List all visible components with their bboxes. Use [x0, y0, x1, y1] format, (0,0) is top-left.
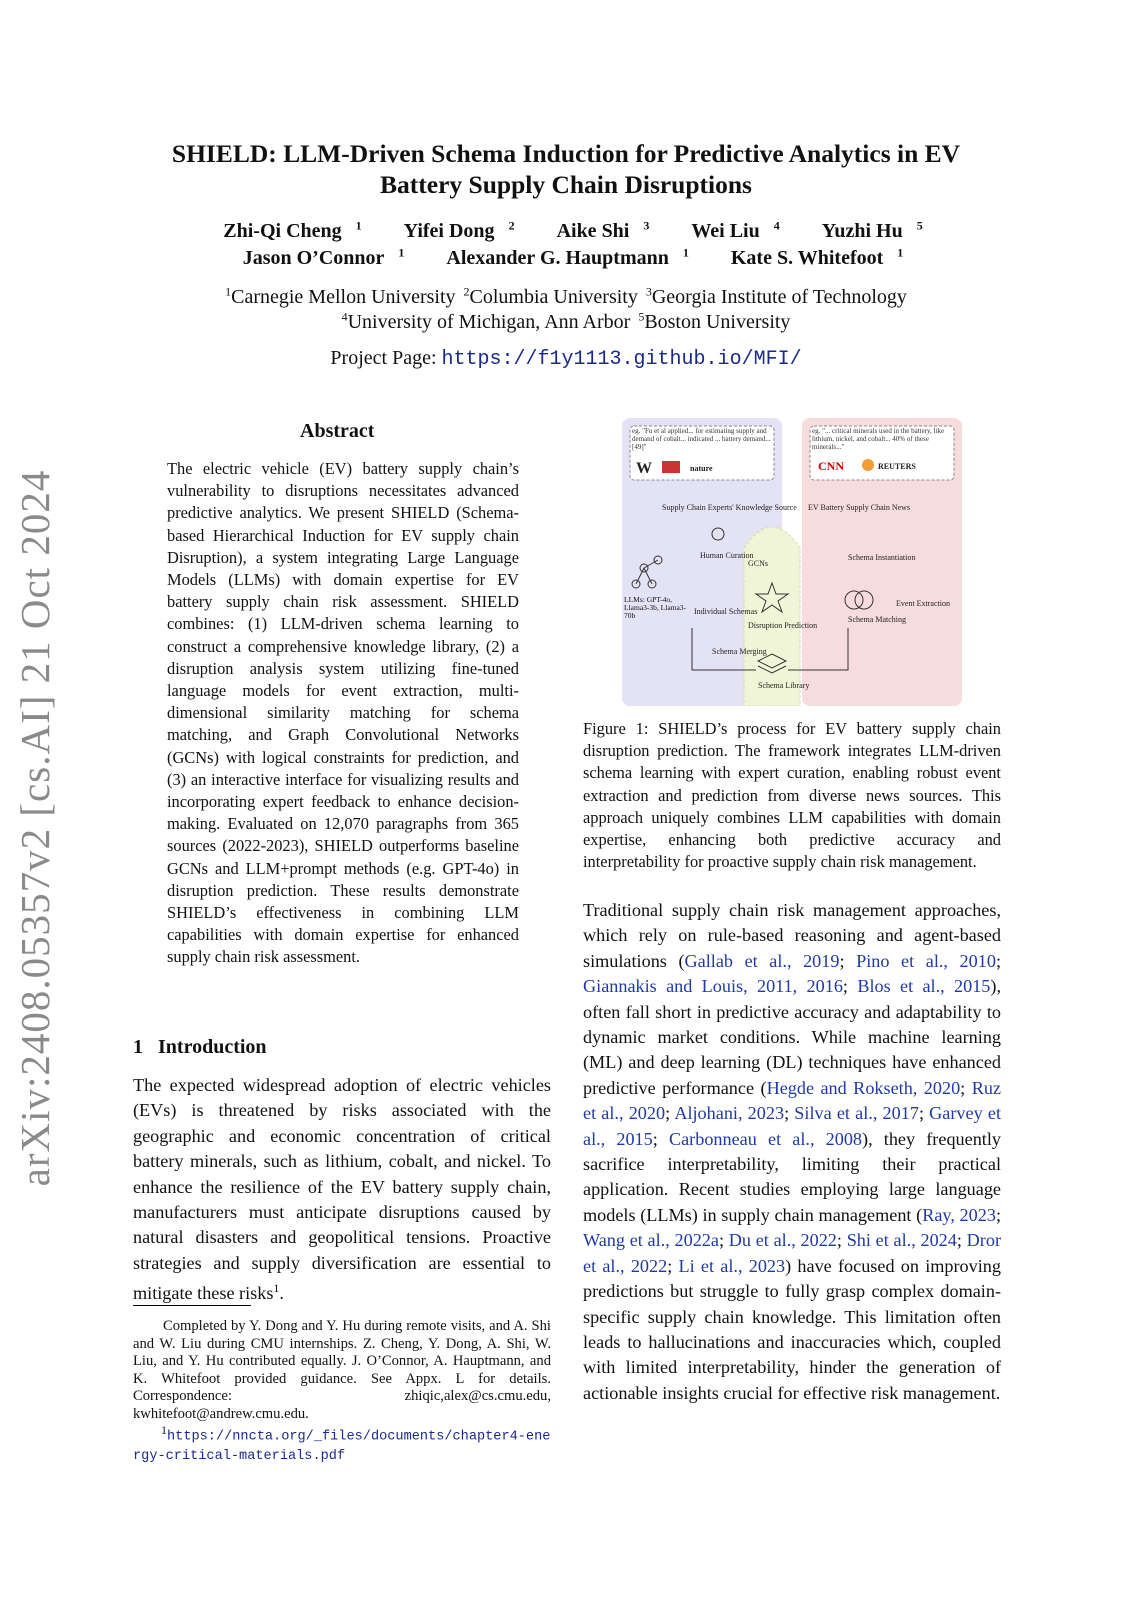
paragraph-text: ; — [995, 950, 1001, 971]
author-name: Zhi-Qi Cheng — [223, 219, 342, 242]
paragraph-text: ; — [842, 976, 858, 997]
citation-link[interactable]: Blos et al., 2015 — [857, 976, 991, 997]
gcns-label: GCNs — [748, 559, 769, 568]
figure-1-diagram — [622, 418, 962, 706]
paragraph-text: Traditional supply chain risk management approaches, which rely on rule-based reasoning and agent-based simulations ( — [583, 900, 1001, 971]
citation-link[interactable]: Du et al., 2022 — [728, 1230, 837, 1251]
left-quote: eg. "Fu et al applied... for estimating supply and demand of cobalt... indicated ... battery demand...[49]" — [632, 427, 771, 451]
intro-text: The expected widespread adoption of electric vehicles (EVs) is threatened by risks associated with the geographic and economic concentration of critical battery minerals, such as lithium, cobalt, and nickel. To enhance the resilience of the EV battery supply chain, manufacturers must anticipate disruptions caused by natural disasters and geopolitical tensions. Proactive strategies and supply diversification are essential to mitigate these risks — [133, 1075, 551, 1304]
disruption-prediction-label: Disruption Prediction — [748, 621, 818, 630]
right-quote: eg. "... critical minerals used in the battery, like lithium, nickel, and cobalt... 40% of these minerals..." — [812, 427, 945, 451]
project-page-link[interactable]: https://f1y1113.github.io/MFI/ — [441, 348, 802, 371]
nature-logo: nature — [690, 464, 713, 473]
affiliation-name: Carnegie Mellon University — [231, 285, 456, 308]
wikipedia-logo: W — [636, 460, 652, 477]
authors-line-2 — [130, 245, 1002, 270]
paragraph-text: ; — [667, 1255, 679, 1276]
author-name: Jason O’Connor — [242, 246, 385, 269]
affiliation-sup: 3 — [645, 284, 652, 298]
author-0 — [229, 247, 405, 269]
author-0 — [209, 220, 361, 242]
author-name: Yuzhi Hu — [821, 219, 903, 242]
llms-label: LLMs: GPT-4o, Llama3-3b, Llama3-70b — [624, 596, 687, 620]
author-4 — [808, 220, 923, 242]
paragraph-text: ; — [918, 1103, 930, 1124]
affiliation-1 — [638, 311, 790, 333]
experts-label: Supply Chain Experts' Knowledge Source — [662, 503, 797, 512]
footnote-rule — [133, 1305, 251, 1306]
project-page-label: Project Page: — [330, 347, 442, 369]
paragraph-text: ), they frequently sacrifice interpretability, limiting their practical application. Recent studies employing large language models (LLMs) in supply chain management ( — [583, 1128, 1001, 1225]
citation-link[interactable]: Giannakis and Louis, 2011, 2016 — [583, 976, 843, 997]
author-sup: 1 — [682, 245, 689, 259]
affiliation-name: Columbia University — [469, 285, 638, 308]
section-number: 1 — [133, 1036, 143, 1058]
author-name: Aike Shi — [556, 219, 630, 242]
reuters-logo-mark — [862, 459, 874, 471]
author-sup: 5 — [916, 218, 923, 232]
paragraph-text: ; — [784, 1103, 795, 1124]
section-heading — [133, 1036, 267, 1059]
citation-link[interactable]: Garvey et al., 2015 — [583, 1103, 1001, 1149]
affiliation-name: Boston University — [644, 310, 791, 333]
author-name: Wei Liu — [691, 219, 760, 242]
author-2 — [543, 220, 650, 242]
cnn-logo: CNN — [818, 459, 844, 473]
affiliation-sup: 1 — [225, 284, 232, 298]
paper-title: SHIELD: LLM-Driven Schema Induction for Predictive Analytics in EV Battery Supply Chain Disruptions — [171, 139, 961, 199]
event-extraction-label: Event Extraction — [896, 599, 950, 608]
footnote-mark[interactable]: 1 — [273, 1281, 280, 1296]
paragraph-text: ; — [718, 1230, 729, 1251]
news-label: EV Battery Supply Chain News — [808, 503, 911, 512]
citation-link[interactable]: Silva et al., 2017 — [794, 1103, 919, 1124]
author-sup: 3 — [643, 218, 650, 232]
author-2 — [717, 247, 903, 269]
citation-link[interactable]: Gallab et al., 2019 — [684, 950, 840, 971]
affiliation-0 — [225, 286, 455, 308]
section-title: Introduction — [158, 1036, 267, 1058]
schema-library-label: Schema Library — [758, 681, 810, 690]
paragraph-text: ; — [652, 1128, 669, 1149]
affiliations-line-2 — [130, 309, 1002, 334]
arxiv-sidebar-id: arXiv:2408.05357v2 [cs.AI] 21 Oct 2024 — [12, 469, 58, 1187]
abstract-text: The electric vehicle (EV) battery supply chain’s vulnerability to disruptions necessitates advanced predictive analytics. We present SHIELD (Schema-based Hierarchical Induction for EV supply chain Disruption), a system integrating Large Language Models (LLMs) with domain expertise for EV battery supply chain risk assessment. SHIELD combines: (1) LLM-driven schema learning to construct a comprehensive knowledge library, (2) a disruption analysis system utilizing fine-tuned language models for event extraction, multi-dimensional similarity matching for schema matching, and Graph Convolutional Networks (GCNs) with logical constraints for prediction, and (3) an interactive interface for visualizing results and incorporating expert feedback to enhance decision-making. Evaluated on 12,070 paragraphs from 365 sources (2022-2023), SHIELD outperforms baseline GCNs and LLM+prompt methods (e.g. GPT-4o) in disruption prediction. These results demonstrate SHIELD’s effectiveness in combining LLM capabilities with domain expertise for enhanced supply chain risk assessment. — [167, 459, 519, 967]
citation-link[interactable]: Aljohani, 2023 — [674, 1103, 785, 1124]
schema-merging-label: Schema Merging — [712, 647, 767, 656]
paragraph-text: ; — [960, 1077, 972, 1098]
intro-paragraph: The expected widespread adoption of electric vehicles (EVs) is threatened by risks associated with the geographic and economic concentration of critical battery minerals, such as lithium, cobalt, and nickel. To enhance the resilience of the EV battery supply chain, manufacturers must anticipate disruptions caused by natural disasters and geopolitical tensions. Proactive strategies and supply diversification are essential to mitigate these risks$^1$. — [133, 1075, 551, 1304]
author-sup: 1 — [897, 245, 904, 259]
author-name: Yifei Dong — [403, 219, 495, 242]
citation-link[interactable]: Li et al., 2023 — [678, 1255, 786, 1276]
figure-caption: Figure 1: SHIELD’s process for EV battery supply chain disruption prediction. The framework integrates LLM-driven schema learning with expert curation, enabling robust event extraction and prediction from diverse news sources. This approach uniquely combines LLM capabilities with domain expertise, enhancing both predictive accuracy and interpretability for proactive supply chain risk management. — [583, 719, 1001, 872]
author-3 — [677, 220, 779, 242]
affiliation-0 — [342, 311, 631, 333]
schema-matching-label: Schema Matching — [848, 615, 906, 624]
affiliations-line-1 — [130, 284, 1002, 309]
author-sup: 1 — [355, 218, 362, 232]
footnote-link[interactable]: https://nncta.org/_files/documents/chapter4-energy-critical-materials.pdf — [133, 1429, 551, 1465]
affiliation-sup: 5 — [638, 309, 645, 323]
reuters-logo: REUTERS — [878, 462, 916, 471]
paragraph-text: ), often fall short in predictive accuracy and adaptability to dynamic market conditions. While machine learning (ML) and deep learning (DL) techniques have enhanced predictive performance ( — [583, 976, 1001, 1098]
paragraph-text: ; — [836, 1230, 847, 1251]
affiliation-name: Georgia Institute of Technology — [651, 285, 907, 308]
right-paragraph — [583, 898, 1001, 1406]
individual-schemas-label: Individual Schemas — [694, 607, 758, 616]
affiliation-1 — [464, 286, 638, 308]
affiliation-sup: 4 — [341, 309, 348, 323]
citation-link[interactable]: Wang et al., 2022a — [583, 1230, 719, 1251]
affiliation-2 — [646, 286, 907, 308]
citation-link[interactable]: Pino et al., 2010 — [856, 950, 996, 971]
citation-link[interactable]: Ray, 2023 — [922, 1204, 996, 1225]
citation-link[interactable]: Ruz et al., 2020 — [583, 1077, 1001, 1124]
schema-instantiation-label: Schema Instantiation — [848, 553, 916, 562]
affiliation-sup: 2 — [463, 284, 470, 298]
paragraph-text: ; — [995, 1204, 1001, 1225]
project-page — [130, 347, 1002, 371]
author-1 — [432, 247, 688, 269]
author-sup: 4 — [773, 218, 780, 232]
citation-link[interactable]: Shi et al., 2024 — [846, 1230, 957, 1251]
author-1 — [390, 220, 515, 242]
footnote-url — [133, 1422, 551, 1466]
author-sup: 2 — [508, 218, 515, 232]
paragraph-text: ; — [665, 1103, 675, 1124]
footnote-url-mark: 1 — [161, 1423, 167, 1437]
author-name: Kate S. Whitefoot — [730, 246, 884, 269]
footnote-text: Completed by Y. Dong and Y. Hu during remote visits, and A. Shi and W. Liu during CMU internships. Z. Cheng, Y. Dong, A. Shi, W. Liu, and Y. Hu contributed equally. J. O’Connor, A. Hauptmann, and K. Whitefoot provided guidance. See Appx. L for details. Correspondence: zhiqic,alex@cs.cmu.edu, kwhitefoot@andrew.cmu.edu. — [133, 1318, 551, 1422]
paragraph-text: ; — [839, 950, 857, 971]
paragraph-text: ; — [956, 1230, 967, 1251]
human-curation-label: Human Curation — [700, 551, 754, 560]
author-name: Alexander G. Hauptmann — [446, 246, 669, 269]
affiliation-name: University of Michigan, Ann Arbor — [347, 310, 631, 333]
citation-link[interactable]: Carbonneau et al., 2008 — [668, 1128, 863, 1149]
wikidata-logo-mark — [662, 461, 680, 473]
author-sup: 1 — [398, 245, 405, 259]
paragraph-text: ) have focused on improving predictions but struggle to fully grasp complex domain-specific supply chain knowledge. This limitation often leads to hallucinations and inaccuracies which, coupled with limited interpretability, hinder the generation of actionable insights crucial for effective risk management. — [583, 1255, 1001, 1403]
authors-line-1 — [130, 218, 1002, 243]
citation-link[interactable]: Hegde and Rokseth, 2020 — [766, 1077, 961, 1098]
abstract-heading: Abstract — [300, 420, 375, 442]
citation-link[interactable]: Dror et al., 2022 — [583, 1230, 1002, 1276]
